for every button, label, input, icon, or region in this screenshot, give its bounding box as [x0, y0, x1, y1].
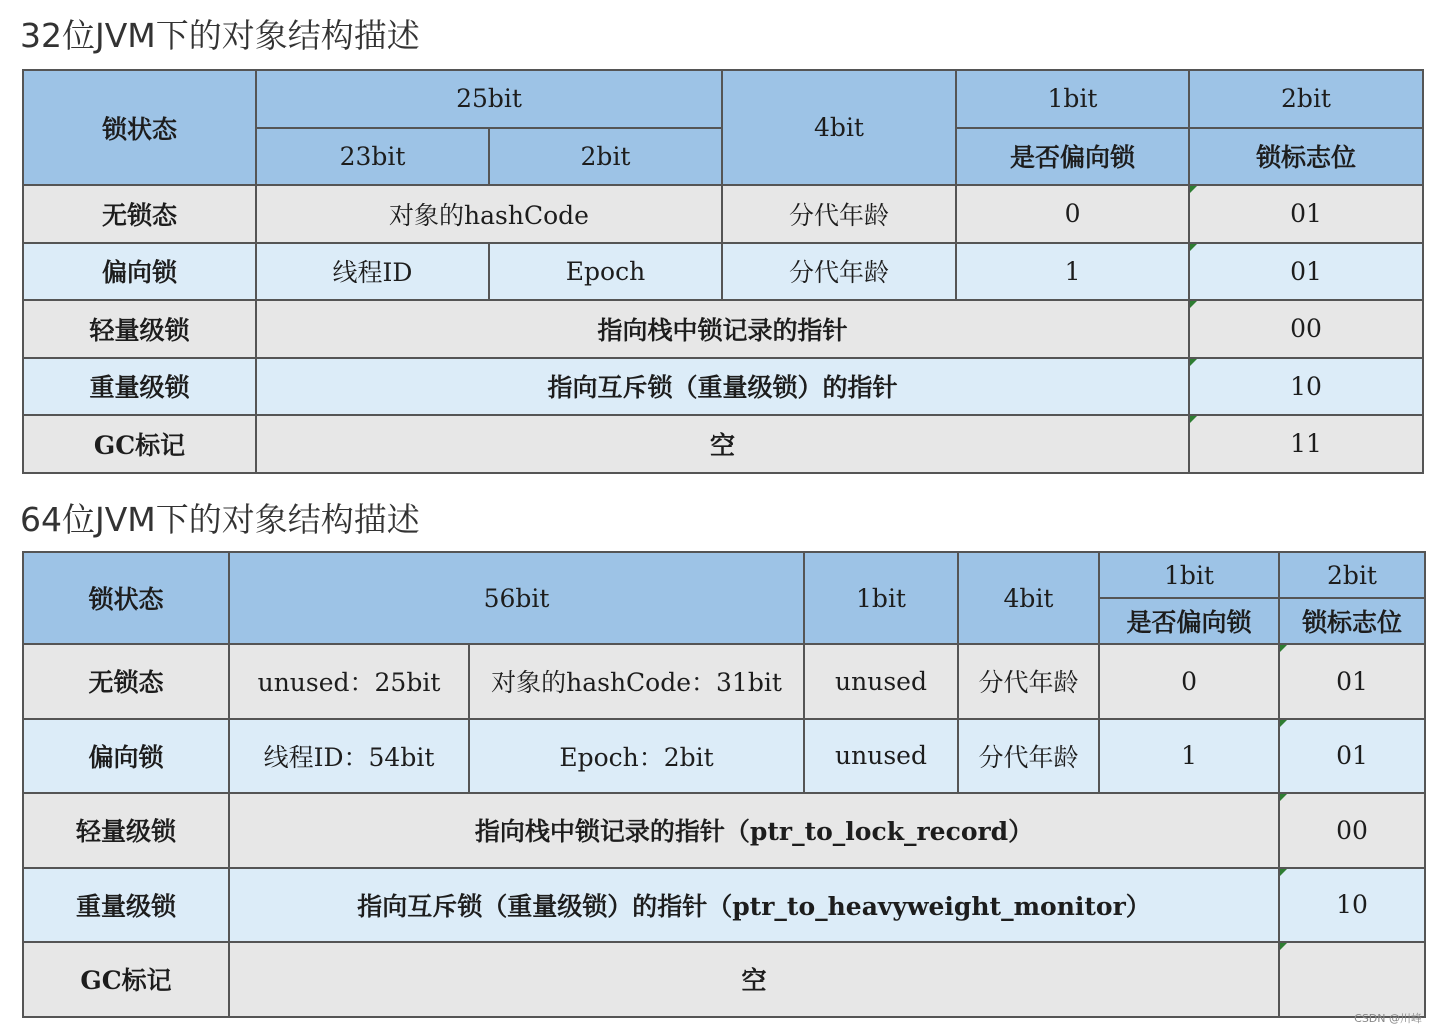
table-row	[23, 185, 1423, 243]
flag-cell: 11	[1189, 415, 1423, 473]
table-row	[23, 868, 1425, 943]
header-biased-flag: 是否偏向锁	[1099, 598, 1279, 644]
empty-cell: 空	[256, 415, 1189, 473]
flag-cell: 10	[1189, 358, 1423, 416]
lock-state-cell: 偏向锁	[23, 719, 229, 794]
header-row	[23, 70, 1423, 128]
header-4bit: 4bit	[722, 70, 956, 185]
table-row	[23, 942, 1425, 1017]
lock-state-cell: 无锁态	[23, 644, 229, 719]
table-row	[23, 719, 1425, 794]
biased-cell: 0	[956, 185, 1189, 243]
pointer-cell: 指向栈中锁记录的指针	[256, 300, 1189, 358]
header-23bit: 23bit	[256, 128, 489, 186]
table-row	[23, 415, 1423, 473]
header-4bit: 4bit	[958, 552, 1099, 644]
section-title-32bit: 32位JVM下的对象结构描述	[20, 16, 420, 55]
header-56bit: 56bit	[229, 552, 804, 644]
pointer-cell: 指向互斥锁（重量级锁）的指针（ptr_to_heavyweight_monitor）	[229, 868, 1279, 943]
flag-cell: 01	[1189, 185, 1423, 243]
pointer-cell: 指向互斥锁（重量级锁）的指针	[256, 358, 1189, 416]
thread-id-cell: 线程ID	[256, 243, 489, 301]
table-row	[23, 358, 1423, 416]
flag-cell: 00	[1189, 300, 1423, 358]
header-1bit: 1bit	[1099, 552, 1279, 598]
lock-state-cell: 轻量级锁	[23, 300, 256, 358]
flag-cell	[1279, 942, 1425, 1017]
table-row	[23, 243, 1423, 301]
table-row	[23, 300, 1423, 358]
header-25bit: 25bit	[256, 70, 722, 128]
mark-word-table-64bit	[22, 551, 1426, 1018]
lock-state-cell: 轻量级锁	[23, 793, 229, 868]
epoch-cell: Epoch：2bit	[469, 719, 804, 794]
flag-cell: 01	[1189, 243, 1423, 301]
lock-state-cell: GC标记	[23, 942, 229, 1017]
header-lock-flag: 锁标志位	[1279, 598, 1425, 644]
age-cell: 分代年龄	[722, 243, 956, 301]
flag-cell: 01	[1279, 719, 1425, 794]
flag-cell: 00	[1279, 793, 1425, 868]
header-row	[23, 552, 1425, 598]
header-2bit: 2bit	[1189, 70, 1423, 128]
thread-id-cell: 线程ID：54bit	[229, 719, 469, 794]
hashcode-cell: 对象的hashCode	[256, 185, 722, 243]
flag-cell: 10	[1279, 868, 1425, 943]
header-lock-state: 锁状态	[23, 552, 229, 644]
age-cell: 分代年龄	[722, 185, 956, 243]
lock-state-cell: 偏向锁	[23, 243, 256, 301]
header-lock-flag: 锁标志位	[1189, 128, 1423, 186]
biased-cell: 0	[1099, 644, 1279, 719]
biased-cell: 1	[1099, 719, 1279, 794]
hashcode-cell: 对象的hashCode：31bit	[469, 644, 804, 719]
header-2bit: 2bit	[1279, 552, 1425, 598]
unused-cell: unused	[804, 719, 958, 794]
header-biased-flag: 是否偏向锁	[956, 128, 1189, 186]
epoch-cell: Epoch	[489, 243, 722, 301]
unused-25bit-cell: unused：25bit	[229, 644, 469, 719]
lock-state-cell: 无锁态	[23, 185, 256, 243]
table-row	[23, 644, 1425, 719]
lock-state-cell: 重量级锁	[23, 358, 256, 416]
unused-cell: unused	[804, 644, 958, 719]
mark-word-table-32bit	[22, 69, 1424, 474]
empty-cell: 空	[229, 942, 1279, 1017]
header-1bit: 1bit	[956, 70, 1189, 128]
age-cell: 分代年龄	[958, 719, 1099, 794]
pointer-cell: 指向栈中锁记录的指针（ptr_to_lock_record）	[229, 793, 1279, 868]
header-1bit: 1bit	[804, 552, 958, 644]
watermark: CSDN @川峰	[1354, 1012, 1422, 1025]
header-2bit: 2bit	[489, 128, 722, 186]
table-row	[23, 793, 1425, 868]
section-title-64bit: 64位JVM下的对象结构描述	[20, 500, 420, 539]
age-cell: 分代年龄	[958, 644, 1099, 719]
flag-cell: 01	[1279, 644, 1425, 719]
lock-state-cell: GC标记	[23, 415, 256, 473]
header-lock-state: 锁状态	[23, 70, 256, 185]
biased-cell: 1	[956, 243, 1189, 301]
lock-state-cell: 重量级锁	[23, 868, 229, 943]
